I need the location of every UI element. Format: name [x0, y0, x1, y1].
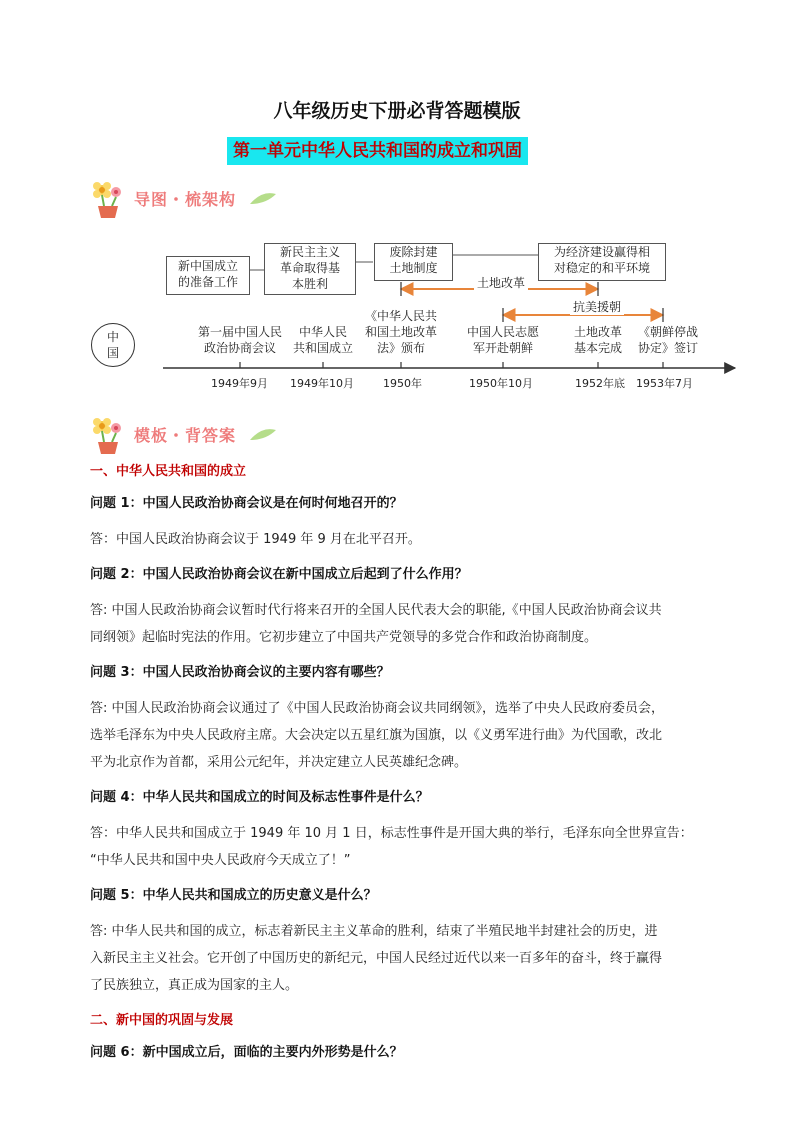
answer: 答: 中华人民共和国的成立，标志着新民主主义革命的胜利，结束了半殖民地半封建社会的历史，进 入新民主主义社会。它开创了中国历史的新纪元，中国人民经过近代以来一百多年的奋斗，终于赢得 了民族独立，真正成为国家的主人。 — [90, 924, 663, 993]
flower-pot-icon — [88, 178, 132, 220]
diagram-box-land: 废除封建 土地制度 — [374, 243, 453, 281]
arrow-label-korea: 抗美援朝 — [570, 298, 624, 315]
unit-subtitle: 第一单元中华人民共和国的成立和巩固 — [227, 137, 528, 165]
event-label: 《中华人民共 和国土地改革 法》颁布 — [364, 309, 437, 355]
diagram-box-revolution: 新民主主义 革命取得基 本胜利 — [264, 243, 356, 295]
question: 问题 5：中华人民共和国成立的历史意义是什么？ — [90, 888, 377, 903]
year-label: 1952年底 — [575, 377, 625, 390]
event-label: 土地改革 基本完成 — [573, 325, 622, 355]
event-label: 第一届中国人民 政治协商会议 — [197, 325, 282, 355]
year-label: 1953年7月 — [636, 377, 693, 390]
china-circle: 中 国 — [91, 323, 135, 367]
leaf-decoration-icon — [248, 188, 278, 208]
question: 问题 2：中国人民政治协商会议在新中国成立后起到了什么作用？ — [90, 567, 468, 582]
answer: 答：中国人民政治协商会议于 1949 年 9 月在北平召开。 — [90, 532, 421, 547]
answer: 答: 中国人民政治协商会议暂时代行将来召开的全国人民代表大会的职能,《中国人民政治协商会议共 同纲领》起临时宪法的作用。它初步建立了中国共产党领导的多党合作和政治协商制度。 — [90, 603, 662, 645]
diagram-box-prep: 新中国成立 的准备工作 — [166, 256, 250, 295]
section-label: 导图・梳架构 — [134, 190, 237, 209]
year-label: 1950年10月 — [469, 377, 533, 390]
page-title: 八年级历史下册必背答题模版 — [273, 100, 521, 122]
question: 问题 1：中国人民政治协商会议是在何时何地召开的？ — [90, 496, 403, 511]
section-header-answers — [88, 414, 278, 454]
diagram-box-peace: 为经济建设赢得相 对稳定的和平环境 — [538, 243, 666, 281]
question: 问题 3：中国人民政治协商会议的主要内容有哪些？ — [90, 665, 390, 680]
event-label: 中华人民 共和国成立 — [292, 325, 353, 355]
leaf-decoration-icon — [248, 424, 278, 444]
arrow-label-land-reform: 土地改革 — [474, 274, 528, 291]
question: 问题 6：新中国成立后，面临的主要内外形势是什么？ — [90, 1045, 403, 1060]
answer: 答: 中国人民政治协商会议通过了《中国人民政治协商会议共同纲领》，选举了中央人民政府委员会， 选举毛泽东为中央人民政府主席。大会决定以五星红旗为国旗，以《义勇军进行曲》为代国歌，改北 平为北京作为首都，采用公元纪年，并决定建立人民英雄纪念碑。 — [90, 701, 665, 770]
section-heading: 一、中华人民共和国的成立 — [90, 464, 247, 479]
year-label: 1949年9月 — [211, 377, 268, 390]
question: 问题 4：中华人民共和国成立的时间及标志性事件是什么？ — [90, 790, 429, 805]
year-label: 1950年 — [383, 377, 422, 390]
qa-content — [90, 463, 730, 1075]
year-label: 1949年10月 — [290, 377, 354, 390]
section-heading: 二、新中国的巩固与发展 — [90, 1013, 234, 1028]
event-label: 中国人民志愿 军开赴朝鲜 — [466, 325, 539, 355]
flower-pot-icon — [88, 414, 132, 456]
section-label: 模板・背答案 — [134, 426, 237, 445]
section-header-map — [88, 178, 278, 218]
event-label: 《朝鲜停战 协定》签订 — [637, 325, 698, 355]
answer: 答：中华人民共和国成立于 1949 年 10 月 1 日，标志性事件是开国大典的举行，毛泽东向全世界宣告： “中华人民共和国中央人民政府今天成立了！” — [90, 826, 693, 868]
